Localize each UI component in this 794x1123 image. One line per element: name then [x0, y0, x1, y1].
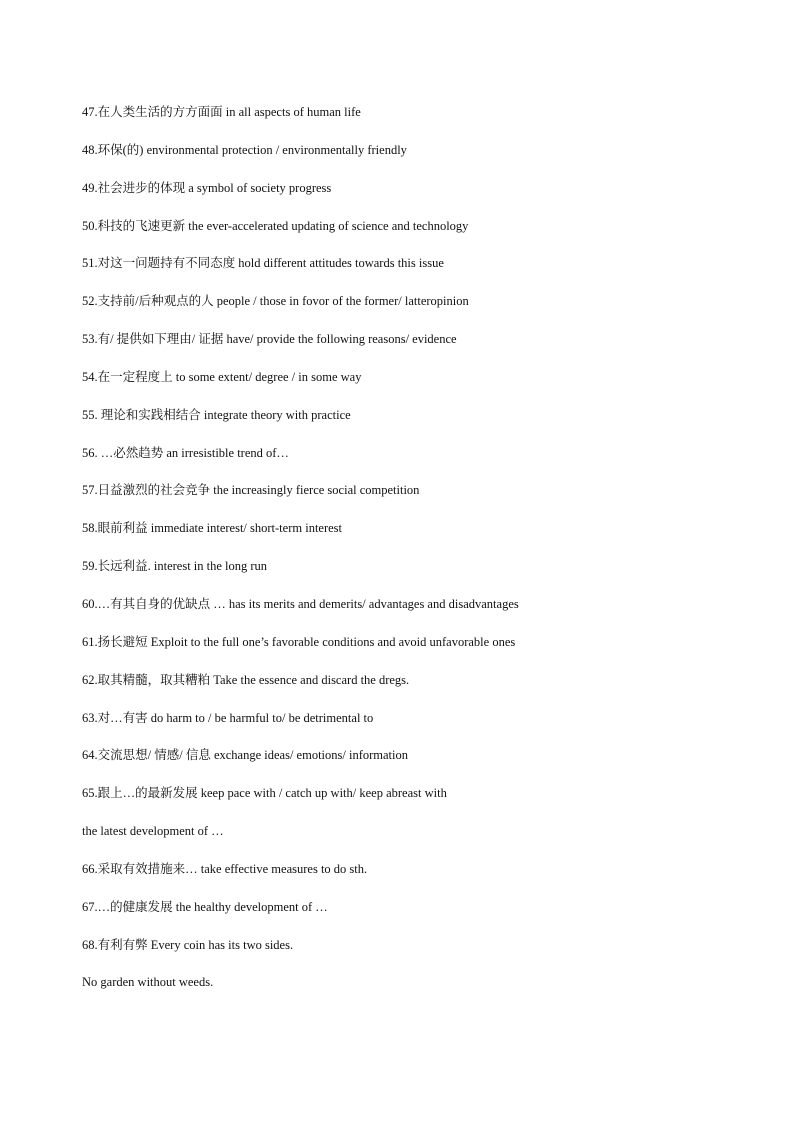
phrase-line: 68.有利有弊 Every coin has its two sides.: [82, 937, 294, 952]
phrase-line: 57.日益激烈的社会竞争 the increasingly fierce social competition: [82, 483, 420, 498]
phrase-line: 66.采取有效措施来… take effective measures to do sth.: [82, 861, 368, 876]
phrase-line: 64.交流思想/ 情感/ 信息 exchange ideas/ emotions/ information: [82, 748, 408, 763]
phrase-line: 65.跟上…的最新发展 keep pace with / catch up with/ keep abreast with: [82, 786, 447, 801]
phrase-line: 53.有/ 提供如下理由/ 证据 have/ provide the following reasons/ evidence: [82, 332, 457, 347]
phrase-line: 62.取其精髓，取其糟粕 Take the essence and discard the dregs.: [82, 672, 410, 687]
phrase-line: 54.在一定程度上 to some extent/ degree / in some way: [82, 369, 362, 384]
phrase-line: 49.社会进步的体现 a symbol of society progress: [82, 180, 332, 195]
phrase-line: No garden without weeds.: [82, 975, 214, 990]
phrase-line: 51.对这一问题持有不同态度 hold different attitudes towards this issue: [82, 256, 444, 271]
phrase-list: [82, 103, 732, 1011]
phrase-line: 48.环保(的) environmental protection / environmentally friendly: [82, 142, 407, 157]
phrase-line: the latest development of …: [82, 824, 224, 839]
phrase-line: 47.在人类生活的方方面面 in all aspects of human life: [82, 105, 361, 119]
phrase-line: 52.支持前/后种观点的人 people / those in fovor of the former/ latteropinion: [82, 294, 469, 309]
phrase-line: 50.科技的飞速更新 the ever-accelerated updating of science and technology: [82, 218, 469, 233]
phrase-line: 59.长远利益. interest in the long run: [82, 559, 268, 574]
phrase-line: 56. …必然趋势 an irresistible trend of…: [82, 445, 289, 460]
phrase-line: 58.眼前利益 immediate interest/ short-term interest: [82, 521, 343, 536]
phrase-line: 67.…的健康发展 the healthy development of …: [82, 899, 328, 914]
phrase-line: 63.对…有害 do harm to / be harmful to/ be detrimental to: [82, 710, 374, 725]
phrase-line: 55. 理论和实践相结合 integrate theory with practice: [82, 407, 351, 422]
phrase-line: 60.…有其自身的优缺点 … has its merits and demerits/ advantages and disadvantages: [82, 596, 519, 611]
phrase-line: 61.扬长避短 Exploit to the full one’s favorable conditions and avoid unfavorable ones: [82, 634, 516, 649]
